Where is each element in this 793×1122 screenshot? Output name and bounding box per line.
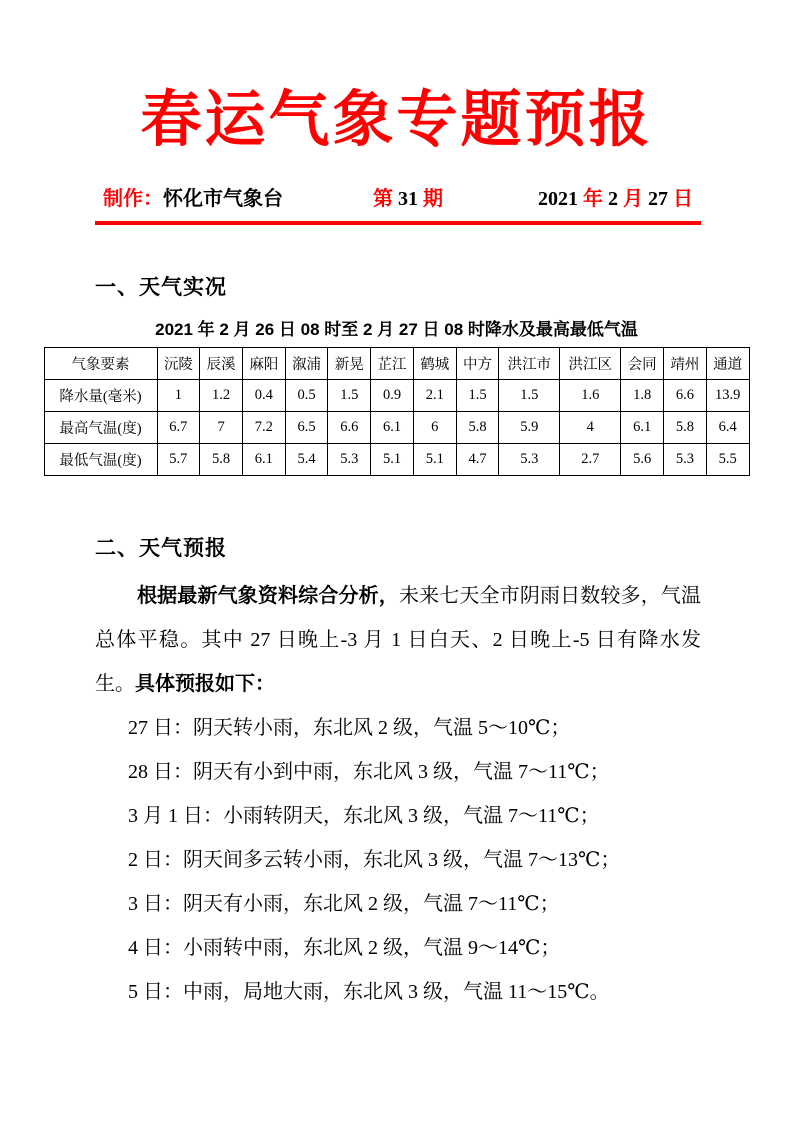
date-month: 2 [608, 188, 618, 211]
table-cell: 6.6 [664, 380, 707, 412]
issue-prefix: 第 [373, 188, 393, 211]
table-cell: 6.1 [371, 412, 414, 444]
table-header-cell: 洪江市 [499, 348, 560, 380]
table-cell: 7 [200, 412, 243, 444]
table-cell: 5.4 [285, 444, 328, 476]
forecast-list [128, 706, 701, 1014]
forecast-item: 5 日：中雨，局地大雨，东北风 3 级，气温 11～15℃。 [128, 981, 610, 1004]
table-header-cell: 芷江 [371, 348, 414, 380]
date-year: 2021 [538, 188, 578, 211]
table-cell: 6.4 [706, 412, 749, 444]
table-caption: 2021 年 2 月 26 日 08 时至 2 月 27 日 08 时降水及最高最低气温 [155, 320, 638, 340]
table-cell: 13.9 [706, 380, 749, 412]
table-corner-cell: 气象要素 [44, 348, 157, 380]
forecast-intro-tail: 具体预报如下： [135, 673, 275, 696]
date-month-unit: 月 [623, 188, 643, 211]
table-row [44, 412, 749, 444]
table-header-cell: 鹤城 [413, 348, 456, 380]
table-cell: 7.2 [242, 412, 285, 444]
table-header-cell: 新晃 [328, 348, 371, 380]
table-header-cell: 靖州 [664, 348, 707, 380]
forecast-intro-text: 未来七天全市阴雨日数较多，气温总体平稳。其中 27 日晚上-3 月 1 日白天、2 日晚上-5 日有降水发生。 [95, 585, 702, 696]
table-cell: 6.1 [242, 444, 285, 476]
table-cell: 4.7 [456, 444, 499, 476]
table-cell: 5.3 [664, 444, 707, 476]
header-divider [95, 221, 701, 225]
table-cell: 5.3 [499, 444, 560, 476]
weather-table-body [44, 380, 749, 476]
table-cell: 5.3 [328, 444, 371, 476]
section-heading-forecast: 二、天气预报 [95, 537, 227, 561]
issue-value: 31 [398, 188, 418, 211]
table-header-cell: 沅陵 [157, 348, 200, 380]
issue-suffix: 期 [423, 188, 443, 211]
table-header-cell: 通道 [706, 348, 749, 380]
table-cell: 6.6 [328, 412, 371, 444]
table-cell: 5.8 [456, 412, 499, 444]
table-header-cell: 洪江区 [560, 348, 621, 380]
table-row [44, 444, 749, 476]
table-cell: 5.9 [499, 412, 560, 444]
table-cell: 5.7 [157, 444, 200, 476]
table-cell: 4 [560, 412, 621, 444]
table-header-row [44, 348, 749, 380]
table-cell: 5.8 [200, 444, 243, 476]
table-cell: 0.4 [242, 380, 285, 412]
table-cell: 6.1 [621, 412, 664, 444]
weather-table-head [44, 348, 749, 380]
table-cell: 1.6 [560, 380, 621, 412]
forecast-item: 3 日：阴天有小雨，东北风 2 级，气温 7～11℃； [128, 893, 560, 916]
forecast-item: 4 日：小雨转中雨，东北风 2 级，气温 9～14℃； [128, 937, 561, 960]
table-row-label: 最低气温(度) [44, 444, 157, 476]
document-meta-row [103, 182, 693, 211]
table-cell: 1.5 [328, 380, 371, 412]
forecast-intro-lead: 根据最新气象资料综合分析， [137, 585, 399, 608]
section-heading-observation: 一、天气实况 [95, 276, 227, 300]
forecast-intro [95, 574, 701, 706]
forecast-item: 2 日：阴天间多云转小雨，东北风 3 级，气温 7～13℃； [128, 849, 621, 872]
table-cell: 1.2 [200, 380, 243, 412]
page-title: 春运气象专题预报 [140, 87, 653, 154]
producer-name: 怀化市气象台 [163, 188, 283, 211]
date-day-unit: 日 [673, 188, 693, 211]
table-cell: 5.8 [664, 412, 707, 444]
table-header-cell: 中方 [456, 348, 499, 380]
table-cell: 0.5 [285, 380, 328, 412]
table-header-cell: 麻阳 [242, 348, 285, 380]
forecast-item: 28 日：阴天有小到中雨，东北风 3 级，气温 7～11℃； [128, 761, 610, 784]
forecast-item: 3 月 1 日：小雨转阴天，东北风 3 级，气温 7～11℃； [128, 805, 600, 828]
table-cell: 5.5 [706, 444, 749, 476]
table-row [44, 380, 749, 412]
table-cell: 6.7 [157, 412, 200, 444]
table-cell: 6 [413, 412, 456, 444]
table-row-label: 降水量(毫米) [44, 380, 157, 412]
table-cell: 1.5 [456, 380, 499, 412]
table-cell: 2.1 [413, 380, 456, 412]
date-day: 27 [648, 188, 668, 211]
table-cell: 6.5 [285, 412, 328, 444]
table-header-cell: 溆浦 [285, 348, 328, 380]
forecast-item: 27 日：阴天转小雨，东北风 2 级，气温 5～10℃； [128, 717, 571, 740]
weather-table [44, 347, 750, 476]
issue-date [533, 182, 693, 211]
table-cell: 5.1 [371, 444, 414, 476]
table-cell: 5.1 [413, 444, 456, 476]
table-cell: 1.5 [499, 380, 560, 412]
table-cell: 1.8 [621, 380, 664, 412]
table-cell: 5.6 [621, 444, 664, 476]
table-cell: 0.9 [371, 380, 414, 412]
issue-number [373, 182, 443, 211]
producer-label: 制作： [103, 188, 163, 211]
producer [103, 182, 283, 211]
table-header-cell: 辰溪 [200, 348, 243, 380]
table-cell: 1 [157, 380, 200, 412]
table-header-cell: 会同 [621, 348, 664, 380]
table-cell: 2.7 [560, 444, 621, 476]
date-year-unit: 年 [583, 188, 603, 211]
table-row-label: 最高气温(度) [44, 412, 157, 444]
